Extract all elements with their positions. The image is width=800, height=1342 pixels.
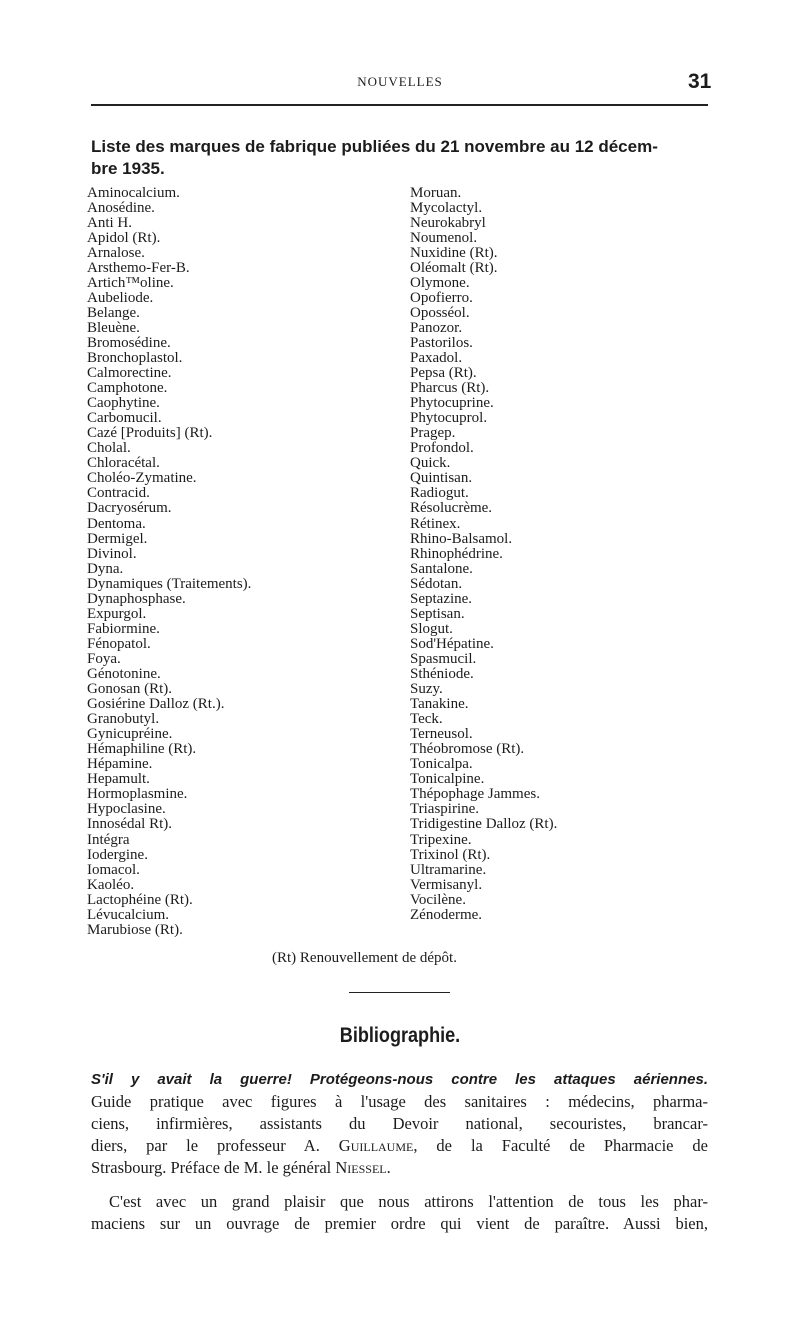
trademark-list-item: Fabiormine. <box>87 620 160 637</box>
trademark-list-item: Pharcus (Rt). <box>410 380 490 397</box>
trademark-list-item: Bronchoplastol. <box>87 350 183 367</box>
trademark-list-item: Marubiose (Rt). <box>87 921 183 938</box>
trademark-list-item: Théobromose (Rt). <box>410 741 525 758</box>
trademark-list-item: Santalone. <box>410 560 473 577</box>
trademark-list-item: Phytocuprine. <box>410 395 494 412</box>
trademark-list-item: Mycolactyl. <box>410 199 483 216</box>
trademark-list-item: Gosiérine Dalloz (Rt.). <box>87 696 225 713</box>
trademark-list-item: Résolucrème. <box>410 500 493 517</box>
trademark-list-left-column <box>87 186 251 938</box>
trademark-list-item: Triaspirine. <box>410 801 480 818</box>
trademark-list-item: Sod'Hépatine. <box>410 635 494 652</box>
review-paragraph <box>91 1191 708 1235</box>
trademark-list-item: Lactophéine (Rt). <box>87 891 193 908</box>
trademark-list-item: Intégra <box>87 831 130 848</box>
trademark-list-item: Vocilène. <box>410 891 466 908</box>
trademark-list-item: Profondol. <box>410 440 474 457</box>
trademark-list-item: Rhinophédrine. <box>410 545 503 562</box>
author-name: Guillaume <box>338 1136 414 1155</box>
section-divider <box>349 992 450 993</box>
trademark-list-item: Contracid. <box>87 485 150 502</box>
trademark-list-item: Suzy. <box>410 681 443 698</box>
trademark-list-right-column <box>410 186 557 923</box>
text-fragment: , de la Faculté de Pharmacie de <box>413 1136 709 1155</box>
trademark-list-item: Carbomucil. <box>87 410 162 427</box>
trademark-list-item: Aminocalcium. <box>87 184 180 201</box>
trademark-list-item: Phytocuprol. <box>410 410 488 427</box>
trademark-list-item: Tridigestine Dalloz (Rt). <box>410 816 558 833</box>
trademark-list-item: Radiogut. <box>410 485 469 502</box>
trademark-list-item: Spasmucil. <box>410 650 477 667</box>
trademark-list-item: Tonicalpa. <box>410 756 473 773</box>
trademark-list-item: Teck. <box>410 711 443 728</box>
trademark-list-item: Nuxidine (Rt). <box>410 244 498 261</box>
trademark-list-item: Dentoma. <box>87 515 146 532</box>
page-number: 31 <box>688 70 712 93</box>
trademark-list-item: Fénopatol. <box>87 635 151 652</box>
trademark-list-item: Gonosan (Rt). <box>87 681 172 698</box>
trademark-list-item: Moruan. <box>410 184 462 201</box>
trademark-list-item: Thépophage Jammes. <box>410 786 540 803</box>
trademark-list-item: Anosédine. <box>87 199 155 216</box>
trademark-list-item: Iodergine. <box>87 846 148 863</box>
trademark-list-item: Vermisanyl. <box>410 876 483 893</box>
trademark-list-item: Dacryosérum. <box>87 500 172 517</box>
section-title: Bibliographie. <box>339 1024 461 1047</box>
trademark-list-item: Tripexine. <box>410 831 472 848</box>
renewal-legend: (Rt) Renouvellement de dépôt. <box>272 950 457 966</box>
trademark-list-item: Dynamiques (Traitements). <box>87 575 252 592</box>
list-title-line-1: Liste des marques de fabrique publiées du 21 novembre au 12 décem- <box>91 137 658 156</box>
trademark-list-item: Dynaphosphase. <box>87 590 186 607</box>
trademark-list-item: Opofierro. <box>410 289 473 306</box>
trademark-list-item: Terneusol. <box>410 726 473 743</box>
trademark-list-item: Septazine. <box>410 590 473 607</box>
trademark-list-item: Génotonine. <box>87 666 161 682</box>
trademark-list-item: Pepsa (Rt). <box>410 365 477 382</box>
trademark-list-item: Olymone. <box>410 274 470 291</box>
trademark-list-item: Bromosédine. <box>87 334 171 351</box>
trademark-list-item: Apidol (Rt). <box>87 229 161 246</box>
trademark-list-item: Slogut. <box>410 620 453 637</box>
trademark-list-item: Belange. <box>87 304 140 321</box>
trademark-list-item: Oléomalt (Rt). <box>410 259 498 276</box>
trademark-list-item: Innosédal Rt). <box>87 816 172 833</box>
trademark-list-item: Tanakine. <box>410 696 469 713</box>
trademark-list-item: Cazé [Produits] (Rt). <box>87 425 213 442</box>
trademark-list-item: Expurgol. <box>87 605 147 622</box>
trademark-list-item: Sthéniode. <box>410 666 474 682</box>
trademark-list-item: Aubeliode. <box>87 289 154 306</box>
paragraph-line <box>91 1157 708 1179</box>
paragraph-line: maciens sur un ouvrage de premier ordre qui vient de paraître. Aussi bien, <box>91 1214 708 1233</box>
trademark-list-item: Camphotone. <box>87 380 168 397</box>
trademark-list-item: Anti H. <box>87 214 132 231</box>
paragraph-line: ciens, infirmières, assistants du Devoir national, secouristes, brancar- <box>91 1114 708 1133</box>
trademark-list-item: Caophytine. <box>87 395 160 412</box>
trademark-list-item: Hypoclasine. <box>87 801 166 818</box>
trademark-list-item: Sédotan. <box>410 575 463 592</box>
trademark-list-item: Bleuène. <box>87 319 140 336</box>
trademark-list-item: Hormoplasmine. <box>87 786 188 803</box>
bibliography-entry <box>91 1069 708 1179</box>
trademark-list-item: Ultramarine. <box>410 861 487 878</box>
header-rule <box>91 104 708 106</box>
trademark-list-item: Granobutyl. <box>87 711 160 728</box>
trademark-list-item: Foya. <box>87 650 121 667</box>
trademark-list-item: Paxadol. <box>410 350 463 367</box>
trademark-list-item: Hépamine. <box>87 756 153 773</box>
trademark-list-item: Kaoléo. <box>87 876 135 893</box>
trademark-list-item: Quintisan. <box>410 470 473 487</box>
running-title: NOUVELLES <box>357 74 443 89</box>
trademark-list-item: Quick. <box>410 455 451 472</box>
trademark-list-item: Calmorectine. <box>87 365 172 382</box>
trademark-list-item: Tonicalpine. <box>410 771 485 788</box>
trademark-list-item: Dyna. <box>87 560 124 577</box>
trademark-list-item: Rhino-Balsamol. <box>410 530 513 547</box>
trademark-list-item: Hémaphiline (Rt). <box>87 741 197 758</box>
text-fragment: Strasbourg. Préface de M. le général <box>91 1158 332 1177</box>
general-name: Niessel <box>335 1158 387 1177</box>
trademark-list-item: Panozor. <box>410 319 463 336</box>
trademark-list-item: Noumenol. <box>410 229 478 246</box>
trademark-list-item: Hepamult. <box>87 771 150 788</box>
trademark-list-item: Pragep. <box>410 425 456 442</box>
paragraph-line: Guide pratique avec figures à l'usage des sanitaires : médecins, pharma- <box>91 1092 708 1111</box>
text-fragment: diers, par le professeur A. <box>91 1136 320 1155</box>
list-title-line-2: bre 1935. <box>91 159 165 178</box>
trademark-list-item: Iomacol. <box>87 861 140 878</box>
trademark-list-item: Dermigel. <box>87 530 148 547</box>
trademark-list-item: Oposséol. <box>410 304 470 321</box>
text-fragment: . <box>386 1158 391 1177</box>
trademark-list-item: Cholal. <box>87 440 131 457</box>
trademark-list-item: Septisan. <box>410 605 465 622</box>
trademark-list-item: Trixinol (Rt). <box>410 846 491 863</box>
trademark-list-item: Divinol. <box>87 545 137 562</box>
trademark-list-item: Chloracétal. <box>87 455 160 472</box>
trademark-list-item: Arsthemo-Fer-B. <box>87 259 190 276</box>
paragraph-line: C'est avec un grand plaisir que nous attirons l'attention de tous les phar- <box>109 1192 708 1211</box>
trademark-list-item: Neurokabryl <box>410 214 486 231</box>
trademark-list-item: Gynicupréine. <box>87 726 173 743</box>
trademark-list-item: Arnalose. <box>87 244 145 261</box>
trademark-list-item: Rétinex. <box>410 515 461 532</box>
trademark-list-item: Pastorilos. <box>410 334 473 351</box>
paragraph-line <box>91 1135 708 1157</box>
book-title: S'il y avait la guerre! Protégeons-nous contre les attaques aériennes. <box>91 1071 708 1088</box>
trademark-list-title <box>91 136 711 180</box>
trademark-list-item: Artich™oline. <box>87 274 174 291</box>
trademark-list-item: Lévucalcium. <box>87 906 170 923</box>
trademark-list-item: Zénoderme. <box>410 906 483 923</box>
trademark-list-item: Choléo-Zymatine. <box>87 470 197 487</box>
